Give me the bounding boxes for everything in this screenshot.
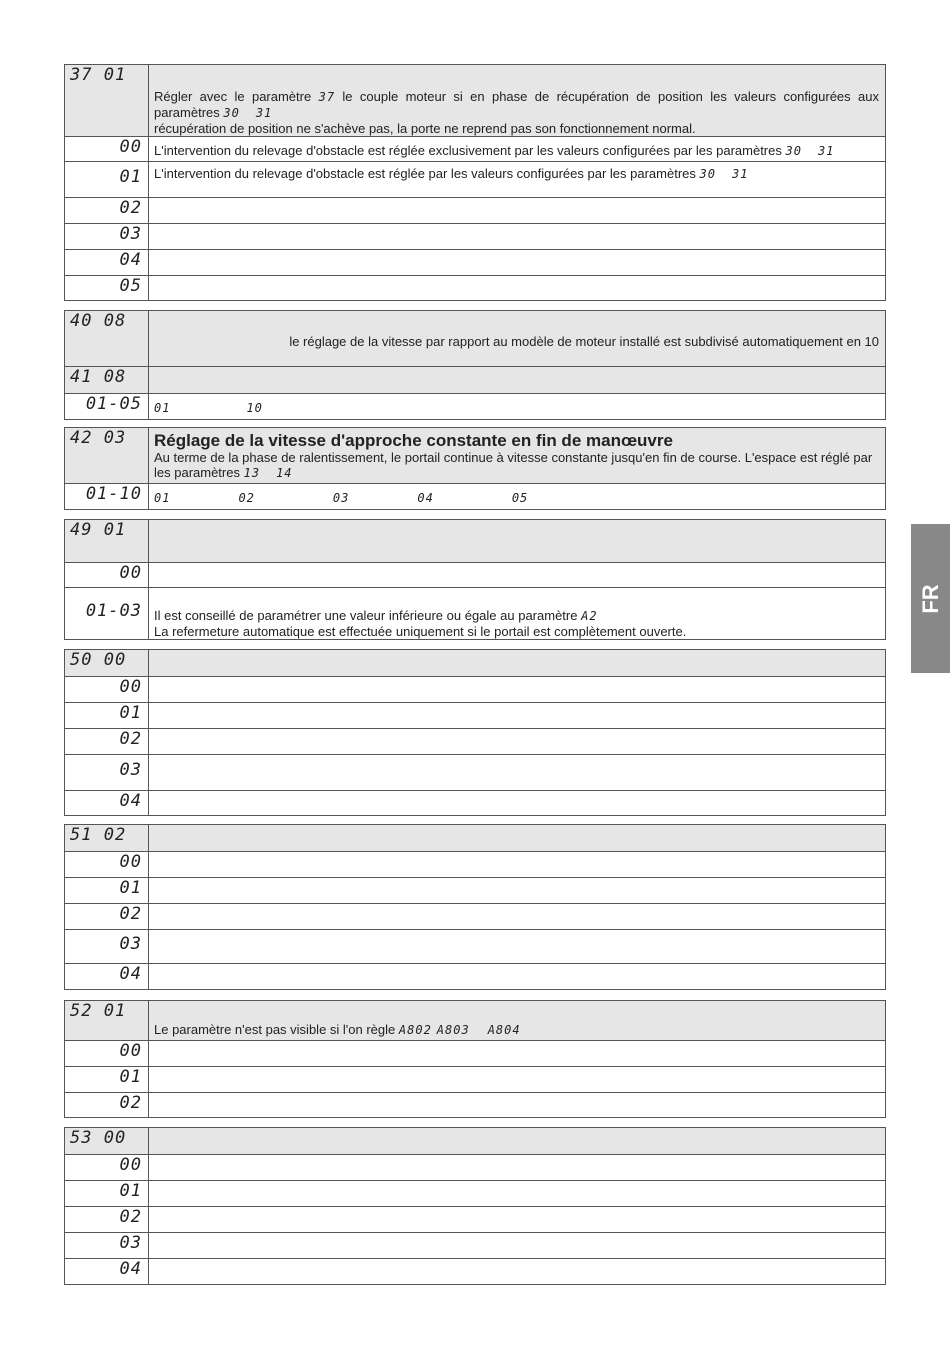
value-code: 04 [119, 964, 142, 984]
param-code: 37 01 [70, 65, 127, 85]
value-code: 00 [119, 137, 142, 157]
value-range: 01-05 [85, 394, 142, 414]
param-description: Régler avec le paramètre 37 le couple moteur si en phase de récupération de position les valeurs configurées aux paramètres 30 31 récupération de position ne s'achève pas, la porte ne reprend pas son fonctionnement normal. [154, 89, 879, 136]
value-code: 01 [119, 1181, 142, 1201]
range-description: Il est conseillé de paramétrer une valeur inférieure ou égale au paramètre A2 La refermeture automatique est effectuée uniquement si le portail est complètement ouverte. [154, 608, 687, 639]
value-code: 03 [119, 760, 142, 780]
value-code: 01 [119, 878, 142, 898]
param-code: 53 00 [70, 1128, 127, 1148]
param-50-table [64, 649, 886, 816]
value-code: 00 [119, 677, 142, 697]
value-description: L'intervention du relevage d'obstacle est réglée par les valeurs configurées par les paramètres 30 31 [154, 166, 749, 181]
range-description: 01 02 03 04 05 [154, 491, 529, 505]
value-code: 02 [119, 198, 142, 218]
param-52-table [64, 1000, 886, 1118]
param-53-table [64, 1127, 886, 1285]
value-range: 01-10 [85, 484, 142, 504]
language-tab [911, 524, 950, 673]
value-code: 01 [119, 167, 142, 187]
value-code: 02 [119, 729, 142, 749]
value-code: 04 [119, 1259, 142, 1279]
value-code: 02 [119, 1093, 142, 1113]
param-description: le réglage de la vitesse par rapport au modèle de moteur installé est subdivisé automatiquement en 10 [289, 334, 879, 349]
value-code: 00 [119, 1155, 142, 1175]
range-description: 01 10 [154, 401, 263, 415]
param-description: Le paramètre n'est pas visible si l'on règle A802 A803 A804 [154, 1022, 521, 1037]
value-code: 04 [119, 791, 142, 811]
value-code: 00 [119, 852, 142, 872]
value-code: 01 [119, 1067, 142, 1087]
param-code: 50 00 [70, 650, 127, 670]
param-code: 40 08 [70, 311, 127, 331]
value-code: 00 [119, 1041, 142, 1061]
value-code: 02 [119, 1207, 142, 1227]
param-49-table [64, 519, 886, 640]
param-40-table [64, 310, 886, 420]
param-37-table [64, 64, 886, 301]
param-title: Réglage de la vitesse d'approche constante en fin de manœuvre [154, 431, 673, 450]
value-code: 03 [119, 934, 142, 954]
value-code: 03 [119, 224, 142, 244]
param-code: 52 01 [70, 1001, 127, 1021]
param-code: 42 03 [70, 428, 127, 448]
param-code: 51 02 [70, 825, 127, 845]
param-code: 41 08 [70, 367, 127, 387]
value-code: 02 [119, 904, 142, 924]
param-42-table [64, 427, 886, 510]
language-tab-label: FR [917, 583, 943, 614]
value-code: 00 [119, 563, 142, 583]
param-description: Réglage de la vitesse d'approche constante en fin de manœuvre Au terme de la phase de ralentissement, le portail continue à vitesse constante jusqu'en fin de course. L'espace est réglé par les paramètres 13 14 [149, 428, 885, 481]
value-code: 01 [119, 703, 142, 723]
param-51-table [64, 824, 886, 990]
value-code: 05 [119, 276, 142, 296]
value-code: 03 [119, 1233, 142, 1253]
value-description: L'intervention du relevage d'obstacle est réglée exclusivement par les valeurs configurées par les paramètres 30 31 [154, 143, 835, 158]
value-code: 04 [119, 250, 142, 270]
param-code: 49 01 [70, 520, 127, 540]
value-range: 01-03 [85, 601, 142, 621]
